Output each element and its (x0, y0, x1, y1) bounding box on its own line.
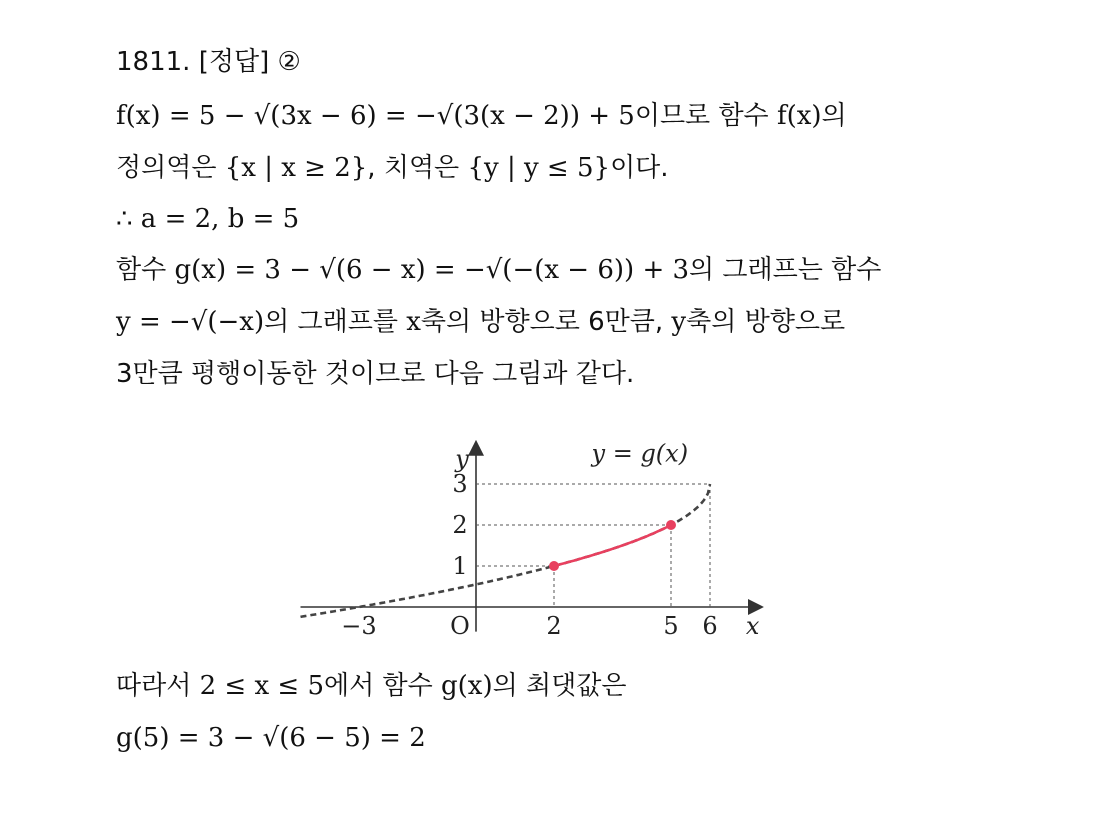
line2-suffix: 이다. (610, 153, 669, 183)
x-tick-label: 5 (663, 612, 679, 640)
line5-text-2: 축의 방향으로 6만큼, (420, 307, 664, 337)
function-graph (300, 410, 780, 650)
curve-dashed (301, 484, 711, 617)
interval-condition: 2 ≤ x ≤ 5 (199, 671, 325, 701)
line1-text-a: 이므로 함수 (634, 101, 769, 131)
answer-mark: ② (277, 47, 301, 77)
line5-text-3: 축의 방향으로 (686, 307, 846, 337)
domain-prefix: 정의역은 (116, 153, 217, 183)
x-axis-label: x (745, 612, 760, 640)
point-marker (549, 561, 559, 571)
problem-header (116, 46, 301, 78)
line4-suffix: 의 그래프는 함수 (689, 255, 882, 285)
line7-mid: 에서 함수 (324, 671, 433, 701)
line7-suffix: 의 최댓값은 (492, 671, 627, 701)
conclusion-ab: ∴ a = 2, b = 5 (116, 204, 300, 234)
line7-prefix: 따라서 (116, 671, 192, 701)
solution-line-6 (116, 358, 634, 390)
range-prefix: , 치역은 (367, 153, 460, 183)
y-tick-label: 1 (452, 552, 468, 580)
var-x: x (406, 307, 421, 337)
range-set: {y | y ≤ 5} (467, 153, 611, 183)
y-tick-label: 2 (452, 511, 468, 539)
domain-set: {x | x ≥ 2} (224, 153, 368, 183)
solution-line-3 (116, 203, 299, 235)
curve-label: y = g(x) (591, 439, 689, 468)
solution-line-8 (116, 722, 426, 754)
line5-text-1: 의 그래프를 (264, 307, 398, 337)
line1-text-b: 의 (821, 101, 847, 131)
solution-line-5 (116, 306, 845, 338)
solution-line-4 (116, 254, 881, 286)
y-axis-label: y (455, 445, 469, 473)
g-func-name: g(x) (441, 671, 493, 701)
solution-line-2 (116, 152, 669, 184)
f-definition-expr: f(x) = 5 − √(3x − 6) = −√(3(x − 2)) + 5 (116, 101, 635, 131)
answer-label: [정답] (198, 47, 270, 77)
y-tick-label: 3 (452, 470, 468, 498)
line4-prefix: 함수 (116, 255, 167, 285)
problem-number: 1811. (116, 47, 191, 77)
x-tick-label: 2 (546, 612, 562, 640)
curve-highlight (554, 525, 671, 566)
g-definition-expr: g(x) = 3 − √(6 − x) = −√(−(x − 6)) + 3 (174, 255, 690, 285)
var-y: y (671, 307, 687, 337)
origin-label: O (450, 612, 470, 640)
point-marker (666, 520, 676, 530)
solution-line-7 (116, 670, 626, 702)
max-value-expr: g(5) = 3 − √(6 − 5) = 2 (116, 723, 426, 753)
x-tick-label: −3 (341, 612, 377, 640)
solution-line-1 (116, 100, 847, 132)
f-func-name: f(x) (776, 101, 822, 131)
x-tick-label: 6 (702, 612, 718, 640)
translation-sentence: 3만큼 평행이동한 것이므로 다음 그림과 같다. (116, 359, 635, 389)
base-function-expr: y = −√(−x) (116, 307, 265, 337)
